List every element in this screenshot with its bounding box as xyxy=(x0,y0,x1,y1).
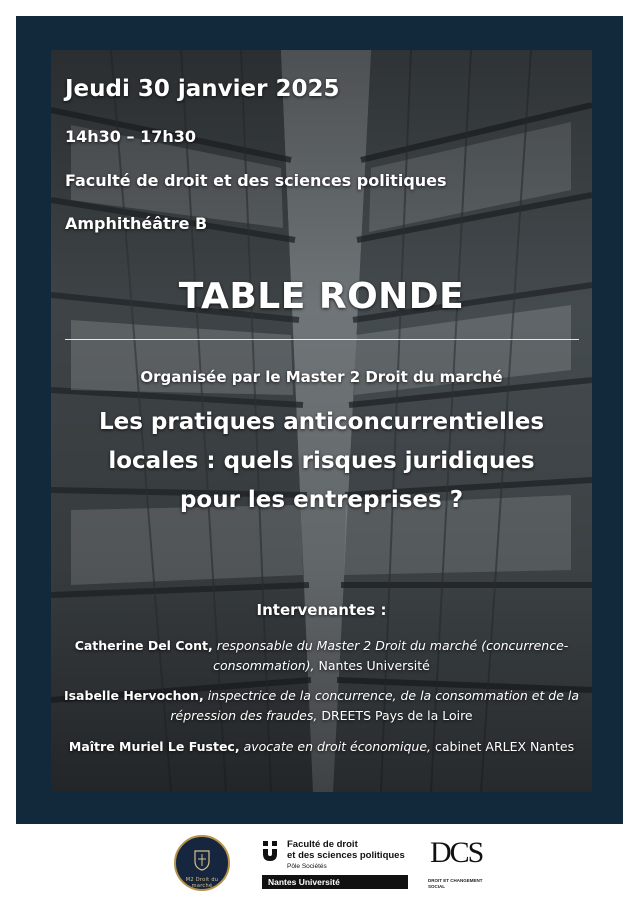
poster-title: TABLE RONDE xyxy=(178,276,465,317)
building-photo xyxy=(51,50,592,792)
association-ring-text: M2 Droit du marché xyxy=(185,877,219,889)
title-divider xyxy=(65,339,579,340)
event-room: Amphithéâtre B xyxy=(65,214,208,233)
speaker-entry xyxy=(57,636,586,676)
speaker-role: responsable du Master 2 Droit du marché (concurrence-consommation), xyxy=(213,638,569,673)
round-table-theme: Les pratiques anticoncurrentielles locales : quels risques juridiques pour les entreprises ? xyxy=(98,409,545,513)
poster-content xyxy=(51,50,592,792)
speaker-role: avocate en droit économique, xyxy=(243,739,431,754)
crest-icon xyxy=(193,849,211,871)
organizer-line: Organisée par le Master 2 Droit du marché xyxy=(140,368,503,386)
speaker-name: Catherine Del Cont, xyxy=(74,638,213,653)
association-logo xyxy=(174,835,230,891)
speaker-entry xyxy=(57,686,586,726)
speaker-entry xyxy=(57,737,586,757)
speaker-organization: cabinet ARLEX Nantes xyxy=(434,739,575,754)
faculty-logo-line3: Pôle Sociétés xyxy=(287,863,327,870)
faculty-logo-text xyxy=(287,839,417,872)
event-time: 14h30 – 17h30 xyxy=(65,127,196,146)
university-name-bar: Nantes Université xyxy=(262,875,408,889)
speaker-role: inspectrice de la concurrence, de la consommation et de la répression des fraudes, xyxy=(170,688,580,723)
faculty-logo-line1: Faculté de droit xyxy=(287,839,358,850)
speaker-organization: DREETS Pays de la Loire xyxy=(321,708,473,723)
speaker-name: Isabelle Hervochon, xyxy=(63,688,204,703)
event-faculty: Faculté de droit et des sciences politiques xyxy=(65,171,447,190)
dcs-logo: DCS xyxy=(430,836,483,869)
faculty-logo-line2: et des sciences politiques xyxy=(287,850,405,861)
dcs-logo-subtitle: DROIT ET CHANGEMENT SOCIAL xyxy=(428,878,483,889)
event-date: Jeudi 30 janvier 2025 xyxy=(65,76,340,102)
speakers-heading: Intervenantes : xyxy=(256,601,387,619)
nantes-universite-icon xyxy=(262,840,282,862)
speaker-organization: Nantes Université xyxy=(318,658,430,673)
speaker-name: Maître Muriel Le Fustec, xyxy=(68,739,240,754)
partner-logos xyxy=(0,824,639,903)
